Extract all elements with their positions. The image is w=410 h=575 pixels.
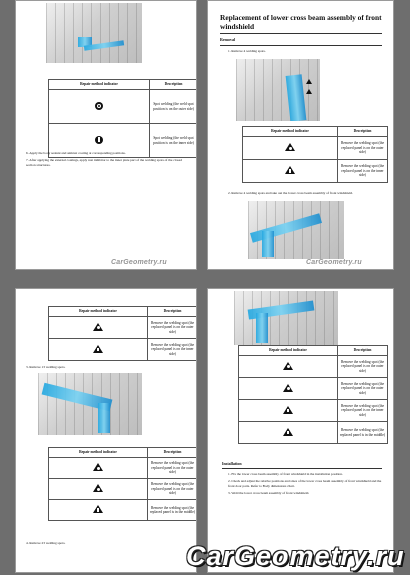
windshield-beam-photo-3 bbox=[38, 373, 142, 435]
table-header-description: Description bbox=[148, 307, 198, 317]
drill-triangle-dot-icon bbox=[283, 362, 293, 370]
site-watermark-logo: CarGeometry.ru bbox=[186, 541, 405, 571]
weld-marker-icon bbox=[306, 79, 312, 84]
drill-triangle-bar-icon bbox=[285, 166, 295, 174]
drill-triangle-dot-icon bbox=[93, 484, 103, 492]
drill-triangle-bar-icon bbox=[93, 345, 103, 353]
table-header-description: Description bbox=[150, 80, 198, 90]
table-row-icon-cell bbox=[49, 90, 150, 124]
step-4-text: 4. Remove 23 welding spots. bbox=[26, 541, 66, 545]
manual-page-3 bbox=[15, 288, 197, 573]
table-row-description: Remove the welding spot (the replaced panel is on the inner side) bbox=[338, 160, 388, 183]
table-header-description: Description bbox=[148, 448, 198, 458]
step-1-text: 1. Remove 4 welding spots. bbox=[228, 49, 266, 53]
table-row-description: Remove the welding spot (the replaced panel is on the inner side) bbox=[148, 339, 198, 361]
table-row-description: Remove the welding spot (the replaced panel is on the outer side) bbox=[338, 137, 388, 160]
section-divider bbox=[222, 468, 382, 469]
watermark-small: CarGeometry.ru bbox=[306, 259, 362, 266]
table-header-indicator: Repair method indicator bbox=[49, 448, 148, 458]
table-row-description: Remove the welding spot (the replaced panel is on the outer side) bbox=[338, 356, 388, 378]
table-header-indicator: Repair method indicator bbox=[49, 307, 148, 317]
table-row-description: Remove the welding spot (the replaced panel is on the outer side) bbox=[148, 479, 198, 500]
drill-triangle-bar-icon bbox=[283, 406, 293, 414]
table-row-description: Remove the welding spot (the replaced panel is in the middle) bbox=[338, 422, 388, 444]
drill-triangle-dot-icon bbox=[285, 143, 295, 151]
windshield-beam-photo-2 bbox=[248, 201, 344, 259]
step-7-text: 7. After applying the external coatings, apply rust inhibitor to the inner plate part of the welding spots of the closed section structures. bbox=[26, 158, 182, 167]
step-6-text: 6. Apply the body sealant and antirust coating at corresponding positions. bbox=[26, 151, 126, 155]
vehicle-body-photo bbox=[46, 3, 142, 63]
spot-weld-circle-icon bbox=[95, 102, 103, 110]
table-header-description: Description bbox=[338, 346, 388, 356]
windshield-beam-photo-1 bbox=[236, 59, 320, 121]
table-row-description: Remove the welding spot (the replaced panel is on the inner side) bbox=[338, 400, 388, 422]
drill-triangle-dot-icon bbox=[283, 384, 293, 392]
step-2-text: 2. Remove 4 welding spots and take out the lower cross beam assembly of front windshield. bbox=[228, 191, 353, 195]
step-3-text: 3. Remove 13 welding spots. bbox=[26, 365, 66, 369]
repair-method-table bbox=[242, 126, 388, 183]
spot-weld-bar-icon bbox=[95, 136, 103, 144]
table-row-description: Remove the welding spot (the replaced panel is on the outer side) bbox=[338, 378, 388, 400]
repair-method-table bbox=[48, 79, 197, 158]
install-step-3: 3. Weld the lower cross beam assembly of front windshield. bbox=[228, 491, 310, 495]
drill-triangle-dot-icon bbox=[93, 463, 103, 471]
section-heading-removal: Removal bbox=[220, 37, 236, 42]
windshield-beam-photo-4 bbox=[234, 291, 338, 345]
install-step-1: 1. Fix the lower cross beam assembly of front windshield in the installation position. bbox=[228, 472, 343, 476]
page-title: Replacement of lower cross beam assembly of front windshield bbox=[220, 13, 382, 32]
manual-page-2 bbox=[207, 0, 394, 270]
weld-marker-icon bbox=[306, 89, 312, 94]
manual-page-4 bbox=[207, 288, 394, 573]
table-header-indicator: Repair method indicator bbox=[243, 127, 338, 137]
table-row-description: Spot welding (the weld spot position is on the outer side) bbox=[150, 90, 198, 124]
table-row-description: Remove the welding spot (the replaced panel is on the outer side) bbox=[148, 458, 198, 479]
drill-triangle-bar-icon bbox=[93, 505, 103, 513]
drill-triangle-bar-icon bbox=[283, 428, 293, 436]
table-row-description: Remove the welding spot (the replaced panel is in the middle) bbox=[148, 500, 198, 521]
repair-method-table-top bbox=[48, 306, 197, 361]
section-divider bbox=[220, 45, 382, 46]
section-heading-installation: Installation bbox=[222, 461, 242, 466]
watermark-small: CarGeometry.ru bbox=[111, 259, 167, 266]
table-row-description: Remove the welding spot (the replaced panel is on the outer side) bbox=[148, 317, 198, 339]
title-divider bbox=[220, 33, 382, 34]
drill-triangle-dot-icon bbox=[93, 323, 103, 331]
table-header-indicator: Repair method indicator bbox=[49, 80, 150, 90]
table-header-indicator: Repair method indicator bbox=[239, 346, 338, 356]
repair-method-table bbox=[238, 345, 388, 444]
table-header-description: Description bbox=[338, 127, 388, 137]
table-row-description: Spot welding (the weld spot position is on the inner side) bbox=[150, 124, 198, 158]
manual-page-1 bbox=[15, 0, 197, 270]
repair-method-table-bottom bbox=[48, 447, 197, 521]
install-step-2: 2. Check and adjust the relative positions and sizes of the lower cross beam assembly of front windshield and the front door parts. Refer to Body dimensions chart. bbox=[228, 479, 382, 488]
